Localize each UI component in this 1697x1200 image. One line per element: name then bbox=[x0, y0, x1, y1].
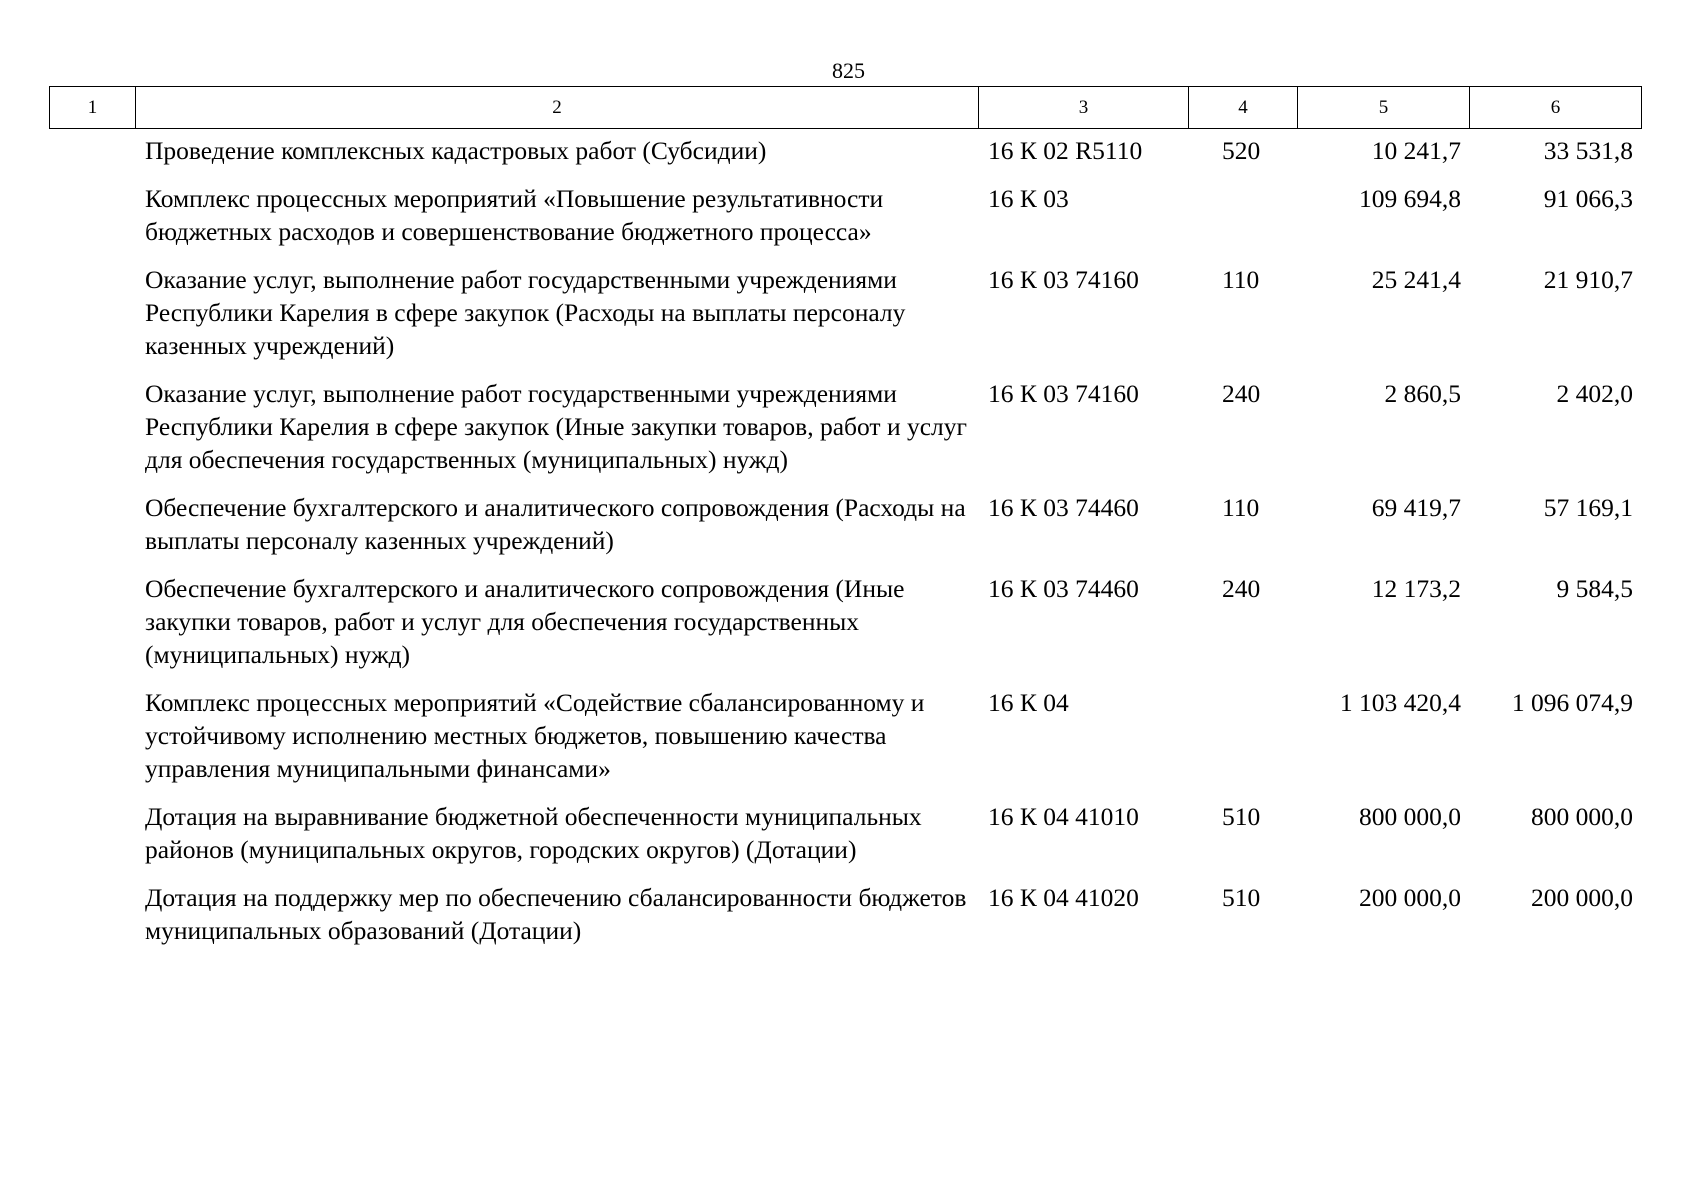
row-index-cell bbox=[49, 491, 135, 572]
row-value-col5: 109 694,8 bbox=[1359, 184, 1461, 213]
row-type bbox=[1188, 182, 1297, 263]
page-number: 825 bbox=[832, 58, 865, 83]
row-type: 510 bbox=[1222, 802, 1261, 831]
row-value-col6: 9 584,5 bbox=[1556, 574, 1633, 603]
column-header-5: 5 bbox=[1298, 87, 1470, 129]
row-value-col6: 200 000,0 bbox=[1531, 883, 1633, 912]
row-description: Дотация на поддержку мер по обеспечению сбалансированности бюджетов муниципальных образований (Дотации) bbox=[145, 883, 967, 945]
row-type: 110 bbox=[1222, 493, 1260, 522]
row-code: 16 К 02 R5110 bbox=[988, 136, 1143, 165]
row-value-col5: 12 173,2 bbox=[1371, 574, 1461, 603]
table-row bbox=[49, 491, 1641, 572]
row-type: 240 bbox=[1222, 379, 1261, 408]
row-code: 16 К 03 74160 bbox=[988, 265, 1139, 294]
row-description: Дотация на выравнивание бюджетной обеспеченности муниципальных районов (муниципальных округов, городских округов) (Дотации) bbox=[145, 802, 922, 864]
row-code: 16 К 03 bbox=[988, 184, 1069, 213]
row-type: 110 bbox=[1222, 265, 1260, 294]
row-description: Комплекс процессных мероприятий «Содействие сбалансированному и устойчивому исполнению местных бюджетов, повышению качества управления муниципальными финансами» bbox=[145, 688, 925, 783]
row-code: 16 К 04 41010 bbox=[988, 802, 1139, 831]
table-row bbox=[49, 881, 1641, 962]
table-row bbox=[49, 800, 1641, 881]
column-header-4: 4 bbox=[1189, 87, 1298, 129]
row-value-col5: 200 000,0 bbox=[1359, 883, 1461, 912]
row-index-cell bbox=[49, 686, 135, 800]
row-index-cell bbox=[49, 134, 135, 182]
row-code: 16 К 03 74460 bbox=[988, 493, 1139, 522]
row-description: Обеспечение бухгалтерского и аналитического сопровождения (Иные закупки товаров, работ и услуг для обеспечения государственных (муниципальных) нужд) bbox=[145, 574, 905, 669]
table-row bbox=[49, 182, 1641, 263]
column-header-row bbox=[49, 86, 1642, 129]
column-header-2: 2 bbox=[136, 87, 979, 129]
row-value-col5: 10 241,7 bbox=[1371, 136, 1461, 165]
row-type: 240 bbox=[1222, 574, 1261, 603]
row-value-col6: 1 096 074,9 bbox=[1511, 688, 1633, 717]
row-code: 16 К 04 41020 bbox=[988, 883, 1139, 912]
row-value-col5: 800 000,0 bbox=[1359, 802, 1461, 831]
budget-table bbox=[49, 134, 1641, 962]
row-description: Комплекс процессных мероприятий «Повышение результативности бюджетных расходов и совершенствование бюджетного процесса» bbox=[145, 184, 884, 246]
row-type: 520 bbox=[1222, 136, 1261, 165]
table-row bbox=[49, 377, 1641, 491]
row-value-col6: 21 910,7 bbox=[1543, 265, 1633, 294]
row-value-col6: 57 169,1 bbox=[1543, 493, 1633, 522]
row-index-cell bbox=[49, 377, 135, 491]
row-code: 16 К 03 74160 bbox=[988, 379, 1139, 408]
column-header-1: 1 bbox=[50, 87, 136, 129]
row-value-col6: 2 402,0 bbox=[1556, 379, 1633, 408]
row-value-col5: 25 241,4 bbox=[1371, 265, 1461, 294]
row-index-cell bbox=[49, 572, 135, 686]
table-row bbox=[49, 134, 1641, 182]
row-value-col5: 69 419,7 bbox=[1371, 493, 1461, 522]
row-description: Обеспечение бухгалтерского и аналитического сопровождения (Расходы на выплаты персоналу казенных учреждений) bbox=[145, 493, 966, 555]
column-header-3: 3 bbox=[979, 87, 1189, 129]
row-index-cell bbox=[49, 881, 135, 962]
row-type: 510 bbox=[1222, 883, 1261, 912]
row-value-col5: 2 860,5 bbox=[1384, 379, 1461, 408]
row-code: 16 К 03 74460 bbox=[988, 574, 1139, 603]
column-header-6: 6 bbox=[1470, 87, 1642, 129]
table-row bbox=[49, 686, 1641, 800]
row-value-col5: 1 103 420,4 bbox=[1339, 688, 1461, 717]
row-value-col6: 91 066,3 bbox=[1543, 184, 1633, 213]
row-description: Оказание услуг, выполнение работ государственными учреждениями Республики Карелия в сфере закупок (Иные закупки товаров, работ и услуг для обеспечения государственных (муниципальных) нужд) bbox=[145, 379, 967, 474]
row-description: Проведение комплексных кадастровых работ (Субсидии) bbox=[145, 136, 767, 165]
table-row bbox=[49, 263, 1641, 377]
row-description: Оказание услуг, выполнение работ государственными учреждениями Республики Карелия в сфере закупок (Расходы на выплаты персоналу казенных учреждений) bbox=[145, 265, 906, 360]
row-type bbox=[1188, 686, 1297, 800]
table-row bbox=[49, 572, 1641, 686]
row-index-cell bbox=[49, 263, 135, 377]
row-index-cell bbox=[49, 800, 135, 881]
row-index-cell bbox=[49, 182, 135, 263]
row-code: 16 К 04 bbox=[988, 688, 1069, 717]
row-value-col6: 800 000,0 bbox=[1531, 802, 1633, 831]
row-value-col6: 33 531,8 bbox=[1543, 136, 1633, 165]
